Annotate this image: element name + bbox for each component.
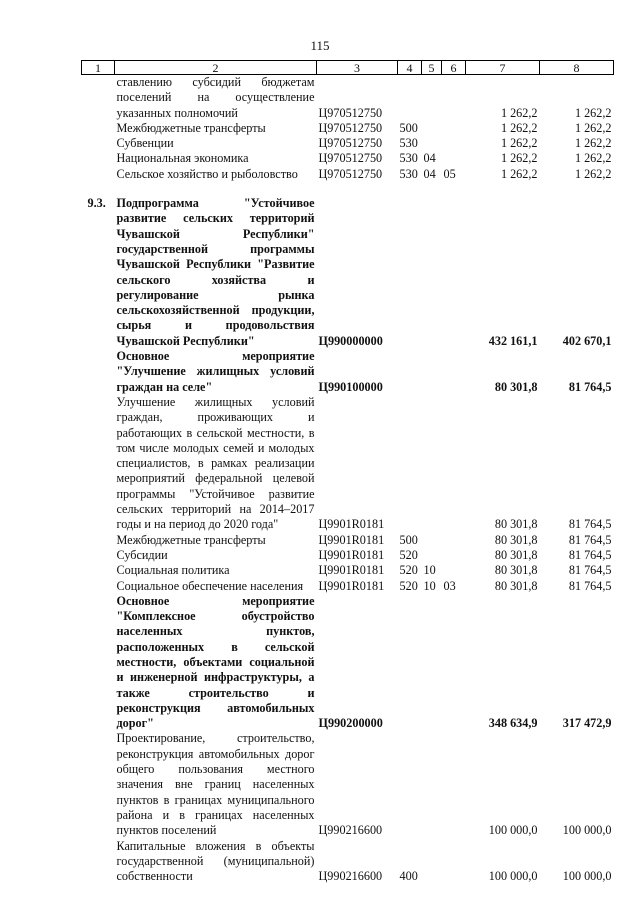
target-article-code: Ц970512750	[318, 105, 383, 120]
subsection-code	[442, 136, 466, 151]
subsection-code	[442, 548, 466, 563]
row-name: Проектирование, строительство, реконструкция автомобильных дорог общего пользования местного значения вне границ населенных пунктов в границах муниципального района и в границах населенных пунктов поселений	[116, 731, 315, 838]
page-number: 115	[310, 38, 330, 53]
subsection-code	[442, 594, 466, 732]
expense-type-code	[398, 349, 422, 395]
amount-year-2: 81 764,5	[568, 578, 612, 593]
amount-year-2: 81 764,5	[568, 547, 612, 562]
target-article-code: Ц990100000	[318, 379, 383, 394]
column-header: 1	[82, 61, 115, 75]
table-row	[82, 548, 614, 563]
table-row	[82, 395, 614, 533]
amount-year-2: 1 262,2	[574, 151, 612, 166]
subsection-code	[442, 196, 466, 349]
subsection-code	[442, 839, 466, 885]
column-header: 7	[466, 61, 540, 75]
row-number	[82, 167, 115, 182]
column-header: 4	[398, 61, 422, 75]
target-article-code: Ц970512750	[318, 151, 383, 166]
row-name: Подпрограмма "Устойчивое развитие сельских территорий Чувашской Республики" государственной программы Чувашской Республики "Развитие сельского хозяйства и регулирование рынка сельскохозяйственной продукции, сырья и продовольствия Чувашской Республики"	[116, 196, 315, 348]
row-name: Социальная политика	[116, 563, 230, 578]
amount-year-2: 402 670,1	[562, 333, 612, 348]
section-code	[422, 121, 442, 136]
expense-type-code: 530	[399, 136, 418, 151]
table-row	[82, 349, 614, 395]
row-name: Национальная экономика	[116, 151, 249, 166]
amount-year-2: 81 764,5	[568, 517, 612, 532]
table-row	[82, 594, 614, 732]
row-name: Основное мероприятие "Улучшение жилищных условий граждан на селе"	[116, 349, 315, 394]
row-number	[82, 151, 115, 166]
target-article-code: Ц970512750	[318, 120, 383, 135]
section-code	[422, 548, 442, 563]
row-name: Основное мероприятие "Комплексное обустройство населенных пунктов, расположенных в сельской местности, объектами социальной и инженерной инфраструктуры, а также строительство и реконструкция автомобильных дорог"	[116, 593, 315, 731]
row-number	[82, 395, 115, 533]
target-article-code: Ц990200000	[318, 716, 383, 731]
row-number	[82, 731, 115, 838]
row-name: Субсидии	[116, 547, 168, 562]
amount-year-2: 100 000,0	[562, 823, 612, 838]
amount-year-1: 80 301,8	[494, 517, 538, 532]
target-article-code: Ц9901R0181	[318, 578, 385, 593]
expense-type-code: 520	[399, 547, 418, 562]
row-name: Межбюджетные трансферты	[116, 532, 266, 547]
amount-year-1: 100 000,0	[488, 823, 538, 838]
amount-year-2: 317 472,9	[562, 716, 612, 731]
column-header: 3	[317, 61, 398, 75]
section-code	[422, 196, 442, 349]
amount-year-2: 100 000,0	[562, 869, 612, 884]
row-number	[82, 136, 115, 151]
amount-year-1: 1 262,2	[500, 105, 538, 120]
section-code	[422, 731, 442, 838]
section-code	[422, 839, 442, 885]
row-name: Субвенции	[116, 136, 174, 151]
column-header: 2	[115, 61, 317, 75]
section-code: 04	[423, 151, 436, 166]
target-article-code: Ц9901R0181	[318, 517, 385, 532]
column-header: 8	[540, 61, 614, 75]
target-article-code: Ц990216600	[318, 869, 383, 884]
row-number	[82, 533, 115, 548]
table-row	[82, 151, 614, 166]
amount-year-1: 1 262,2	[500, 136, 538, 151]
expense-type-code: 520	[399, 563, 418, 578]
amount-year-1: 80 301,8	[494, 578, 538, 593]
section-code: 10	[423, 578, 436, 593]
target-article-code: Ц9901R0181	[318, 547, 385, 562]
amount-year-1: 80 301,8	[494, 532, 538, 547]
amount-year-1: 348 634,9	[488, 716, 538, 731]
table-row	[82, 167, 614, 182]
amount-year-1: 1 262,2	[500, 120, 538, 135]
target-article-code: Ц9901R0181	[318, 563, 385, 578]
subsection-code: 05	[443, 166, 456, 181]
amount-year-1: 80 301,8	[494, 563, 538, 578]
spacer-cell	[82, 182, 614, 196]
amount-year-1: 100 000,0	[488, 869, 538, 884]
expense-type-code	[398, 594, 422, 732]
amount-year-2: 81 764,5	[568, 563, 612, 578]
expense-type-code: 500	[399, 532, 418, 547]
amount-year-1: 80 301,8	[494, 547, 538, 562]
target-article-code: Ц970512750	[318, 166, 383, 181]
amount-year-2: 81 764,5	[568, 532, 612, 547]
table-header-row	[82, 61, 614, 75]
table-row	[82, 121, 614, 136]
subsection-code: 03	[443, 578, 456, 593]
amount-year-2: 81 764,5	[568, 379, 612, 394]
expense-type-code	[398, 75, 422, 121]
row-number	[82, 839, 115, 885]
subsection-code	[442, 533, 466, 548]
row-number	[82, 548, 115, 563]
expense-type-code: 530	[399, 151, 418, 166]
amount-year-1: 80 301,8	[494, 379, 538, 394]
table-row	[82, 136, 614, 151]
table-row	[82, 75, 614, 121]
expense-type-code: 400	[399, 869, 418, 884]
expense-type-code	[398, 395, 422, 533]
amount-year-1: 1 262,2	[500, 151, 538, 166]
expense-type-code: 530	[399, 166, 418, 181]
expense-type-code: 520	[399, 578, 418, 593]
row-name: Межбюджетные трансферты	[116, 120, 266, 135]
amount-year-2: 1 262,2	[574, 136, 612, 151]
table-row	[82, 731, 614, 838]
row-name: Социальное обеспечение населения	[116, 578, 304, 593]
amount-year-1: 1 262,2	[500, 166, 538, 181]
section-code: 10	[423, 563, 436, 578]
target-article-code: Ц990000000	[318, 333, 383, 348]
target-article-code: Ц990216600	[318, 823, 383, 838]
amount-year-2: 1 262,2	[574, 166, 612, 181]
table-row	[82, 563, 614, 578]
subsection-code	[442, 395, 466, 533]
amount-year-1: 432 161,1	[488, 333, 538, 348]
target-article-code: Ц9901R0181	[318, 532, 385, 547]
section-code	[422, 533, 442, 548]
expense-type-code: 500	[399, 120, 418, 135]
subsection-code	[442, 731, 466, 838]
target-article-code: Ц970512750	[318, 136, 383, 151]
expense-type-code	[398, 196, 422, 349]
budget-table	[81, 60, 614, 884]
column-header: 6	[442, 61, 466, 75]
table-row	[82, 579, 614, 594]
row-number	[82, 75, 115, 121]
column-header: 5	[422, 61, 442, 75]
amount-year-2: 1 262,2	[574, 105, 612, 120]
row-number	[82, 563, 115, 578]
section-code	[422, 75, 442, 121]
row-number	[82, 579, 115, 594]
row-number	[82, 349, 115, 395]
row-number	[82, 594, 115, 732]
row-number: 9.3.	[87, 196, 106, 211]
table-row	[82, 839, 614, 885]
subsection-code	[442, 349, 466, 395]
table-row	[82, 196, 614, 349]
expense-type-code	[398, 731, 422, 838]
row-name: ставлению субсидий бюджетам поселений на осуществление указанных полномочий	[116, 75, 315, 120]
subsection-code	[442, 121, 466, 136]
section-code	[422, 594, 442, 732]
section-code	[422, 395, 442, 533]
section-code: 04	[423, 166, 436, 181]
amount-year-2: 1 262,2	[574, 120, 612, 135]
section-code	[422, 349, 442, 395]
spacer-row	[82, 182, 614, 196]
table-row	[82, 533, 614, 548]
subsection-code	[442, 563, 466, 578]
row-number	[82, 121, 115, 136]
section-code	[422, 136, 442, 151]
subsection-code	[442, 151, 466, 166]
row-name: Улучшение жилищных условий граждан, проживающих и работающих в сельской местности, в том числе молодых семей и молодых специалистов, в рамках реализации мероприятий федеральной целевой программы "Устойчивое развитие сельских территорий на 2014–2017 годы и на период до 2020 года"	[116, 394, 315, 532]
row-name: Сельское хозяйство и рыболовство	[116, 166, 298, 181]
subsection-code	[442, 75, 466, 121]
row-name: Капитальные вложения в объекты государственной (муниципальной) собственности	[116, 838, 315, 884]
table-body	[82, 75, 614, 885]
